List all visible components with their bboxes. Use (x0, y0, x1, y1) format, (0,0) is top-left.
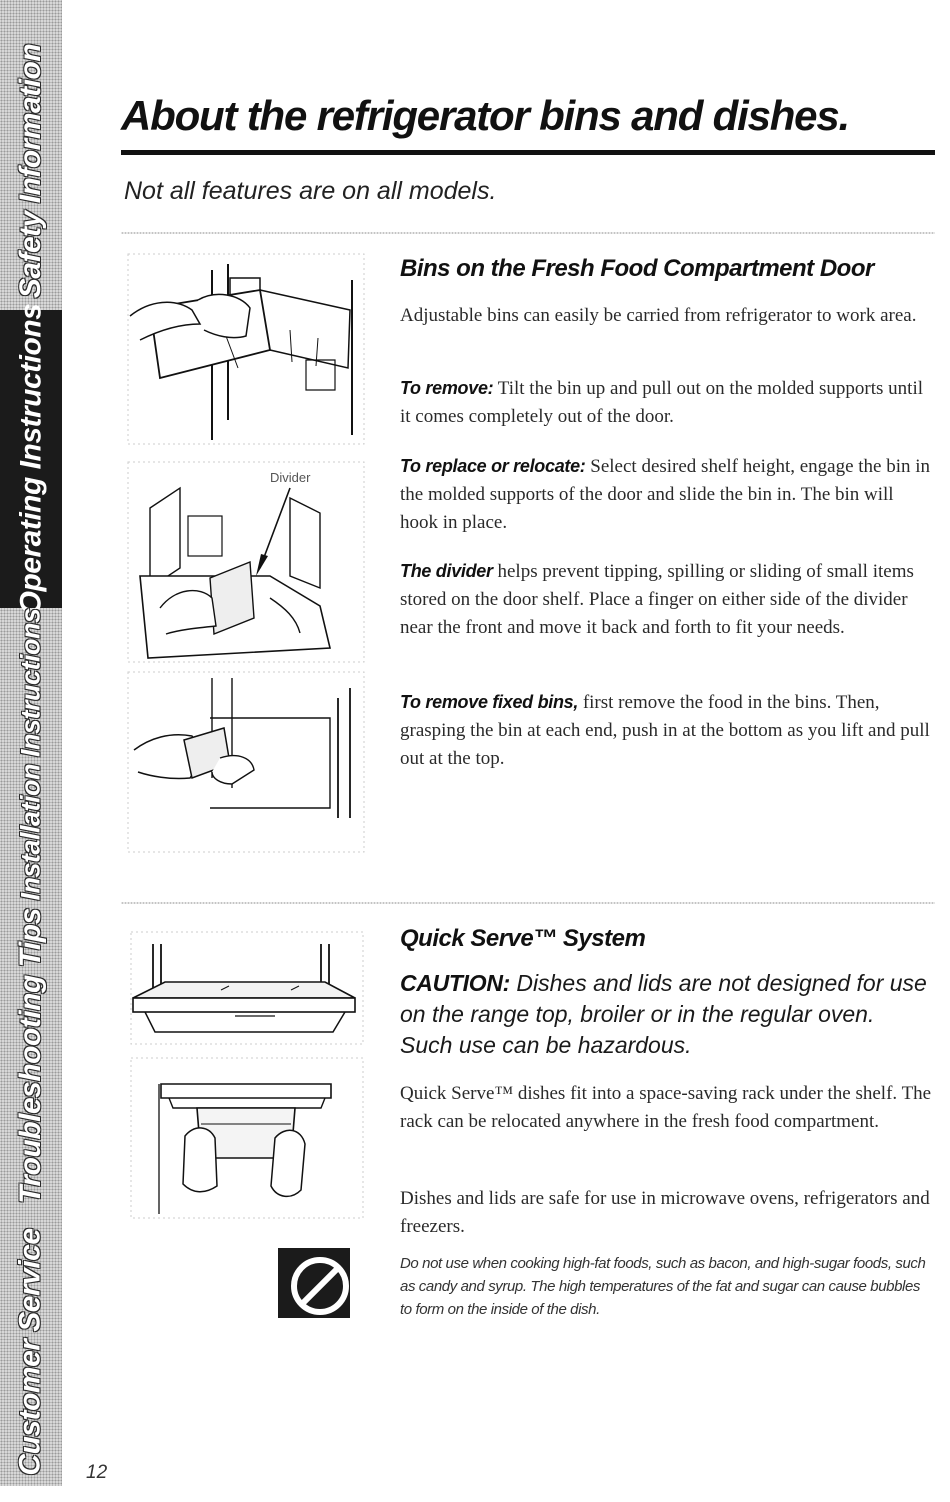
page-subtitle: Not all features are on all models. (124, 177, 497, 205)
door-bins-intro-text: Adjustable bins can easily be carried from refrigerator to work area. (400, 305, 917, 326)
quick-serve-safety-text: Dishes and lids are safe for use in microwave ovens, refrigerators and freezers. (400, 1188, 930, 1237)
tab-safety-information[interactable] (0, 40, 62, 302)
door-divider-illustration (120, 458, 370, 668)
caution-text: Dishes and lids are not designed for use on the range top, broiler or in the regular oven. Such use can be hazardous. (400, 970, 927, 1058)
no-stovetop-icon (278, 1248, 350, 1318)
high-fat-warning (400, 1252, 935, 1321)
remove-lead: To remove: (400, 378, 494, 398)
remove-instructions (400, 374, 935, 431)
section-heading-quick-serve: Quick Serve™ System (400, 925, 646, 952)
tab-operating-instructions[interactable] (0, 303, 62, 615)
page-number: 12 (86, 1462, 108, 1483)
section-divider-top (121, 232, 935, 234)
fixed-bin-text: first remove the food in the bins. Then, grasping the bin at each end, push in at the bottom as you lift and pull out at the top. (400, 692, 930, 769)
door-bins-intro (400, 302, 935, 330)
tab-installation-instructions-label: Installation Instructions (15, 607, 46, 901)
tab-troubleshooting-tips-label: Troubleshooting Tips (14, 908, 47, 1204)
remove-text: Tilt the bin up and pull out on the molded supports until it comes completely out of the door. (400, 378, 923, 427)
tab-customer-service-label: Customer Service (14, 1228, 47, 1476)
fixed-bin-illustration (120, 668, 370, 858)
fixed-bin-lead: To remove fixed bins, (400, 692, 579, 712)
replace-text: Select desired shelf height, engage the bin in the molded supports of the door and slide the bin in. The bin will hook in place. (400, 456, 931, 533)
title-rule (121, 150, 935, 155)
divider-instructions (400, 557, 935, 642)
caution-lead: CAUTION: (400, 970, 511, 996)
caution-notice (400, 968, 930, 1061)
door-bin-illustration (120, 250, 370, 450)
quick-serve-rack-illustration (125, 928, 370, 1048)
section-tab-bar (0, 0, 62, 1486)
tab-safety-information-label: Safety Information (14, 43, 47, 299)
replace-instructions (400, 452, 935, 537)
replace-lead: To replace or relocate: (400, 456, 586, 476)
section-divider-middle (121, 902, 935, 904)
quick-serve-dish-illustration (125, 1054, 370, 1224)
divider-text: helps prevent tipping, spilling or sliding of small items stored on the door shelf. Place a finger on either side of the divider near the front and move it back and forth to fit your needs. (400, 561, 914, 638)
quick-serve-description (400, 1080, 935, 1136)
quick-serve-description-text: Quick Serve™ dishes fit into a space-saving rack under the shelf. The rack can be relocated anywhere in the fresh food compartment. (400, 1083, 932, 1132)
tab-troubleshooting-tips[interactable] (0, 900, 62, 1212)
tab-customer-service[interactable] (0, 1222, 62, 1482)
page-title: About the refrigerator bins and dishes. (121, 92, 849, 139)
fixed-bin-instructions (400, 688, 935, 773)
divider-lead: The divider (400, 561, 493, 581)
high-fat-warning-text: Do not use when cooking high-fat foods, such as bacon, and high-sugar foods, such as candy and syrup. The high temperatures of the fat and sugar can cause bubbles to form on the inside of the dish. (400, 1255, 926, 1318)
tab-installation-instructions[interactable] (0, 607, 62, 901)
tab-operating-instructions-label: Operating Instructions (14, 303, 48, 615)
section-heading-door-bins: Bins on the Fresh Food Compartment Door (400, 255, 874, 282)
divider-callout-label: Divider (270, 470, 311, 485)
quick-serve-safety (400, 1185, 935, 1241)
